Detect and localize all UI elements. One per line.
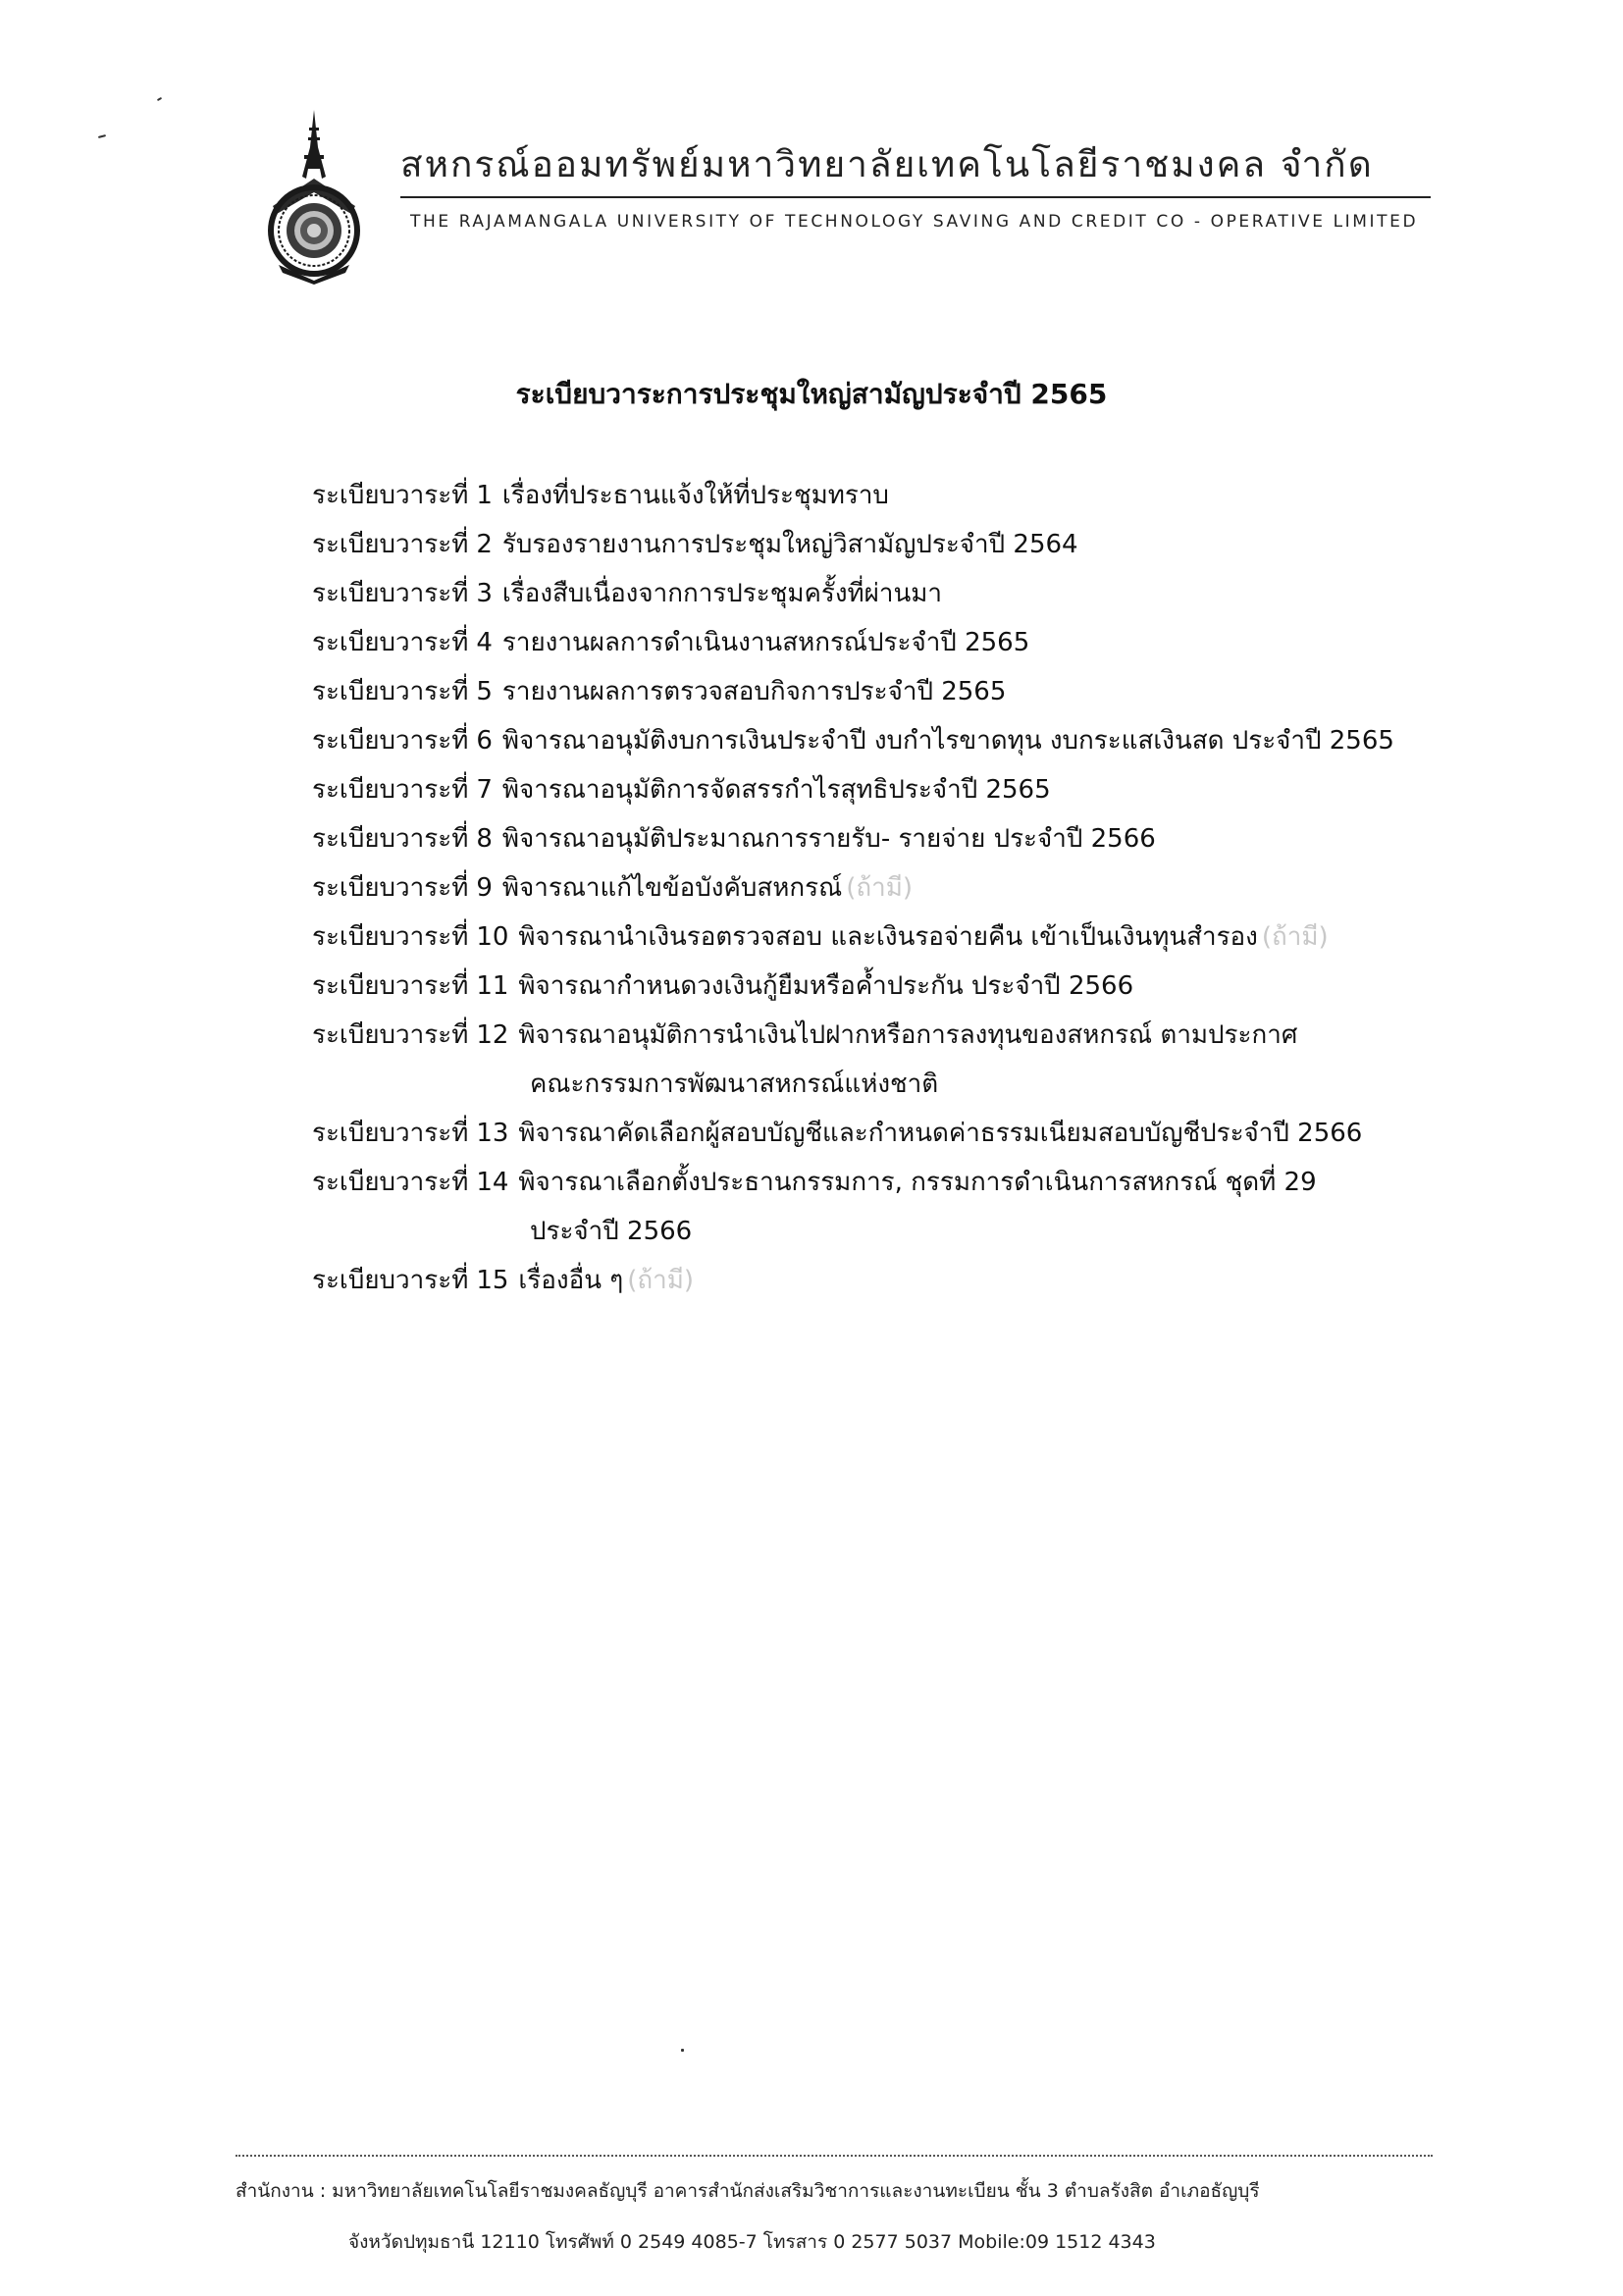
agenda-item [312,962,1394,1011]
agenda-item [312,471,1394,520]
document-title: ระเบียบวาระการประชุมใหญ่สามัญประจำปี 2565 [515,378,1108,410]
agenda-item [312,1109,1394,1158]
agenda-item-prefix: ระเบียบวาระที่ [312,922,469,952]
scan-speck [681,2049,684,2052]
agenda-item [312,1011,1394,1109]
agenda-item-text: พิจารณาแก้ไขข้อบังคับสหกรณ์ [501,873,843,903]
agenda-item-prefix: ระเบียบวาระที่ [312,726,469,756]
agenda-item-number: 2 [476,530,493,559]
scan-speck [98,134,106,138]
agenda-item-number: 15 [476,1266,509,1295]
agenda-item-prefix: ระเบียบวาระที่ [312,1119,469,1148]
agenda-item-text: พิจารณากำหนดวงเงินกู้ยืมหรือค้ำประกัน ประจำปี 2566 [518,971,1134,1001]
scan-speck [157,97,162,101]
agenda-item-text: พิจารณาเลือกตั้งประธานกรรมการ, กรรมการดำเนินการสหกรณ์ ชุดที่ 29 [518,1168,1317,1197]
agenda-item-text: พิจารณาอนุมัติงบการเงินประจำปี งบกำไรขาดทุน งบกระแสเงินสด ประจำปี 2565 [501,726,1394,756]
agenda-item-text: รายงานผลการดำเนินงานสหกรณ์ประจำปี 2565 [501,628,1030,657]
agenda-item-number: 9 [476,873,493,903]
agenda-item-text: เรื่องอื่น ๆ [518,1266,624,1295]
agenda-item-prefix: ระเบียบวาระที่ [312,579,469,608]
agenda-item-prefix: ระเบียบวาระที่ [312,1266,469,1295]
org-name-english: THE RAJAMANGALA UNIVERSITY OF TECHNOLOGY SAVING AND CREDIT CO - OPERATIVE LIMITED [410,212,1419,232]
agenda-item-prefix: ระเบียบวาระที่ [312,971,469,1001]
agenda-item-prefix: ระเบียบวาระที่ [312,775,469,805]
agenda-item-number: 1 [476,481,493,510]
agenda-item-prefix: ระเบียบวาระที่ [312,530,469,559]
agenda-item-prefix: ระเบียบวาระที่ [312,481,469,510]
agenda-item-continuation: ประจำปี 2566 [530,1217,693,1246]
agenda-item [312,863,1394,913]
agenda-item [312,1256,1394,1305]
agenda-item-text: รับรองรายงานการประชุมใหญ่วิสามัญประจำปี 2564 [501,530,1078,559]
agenda-item-note: (ถ้ามี) [846,873,913,903]
agenda-item-number: 5 [476,677,493,706]
agenda-list [312,471,1394,1305]
agenda-item [312,913,1394,962]
footer-address-line-2: จังหวัดปทุมธานี 12110 โทรศัพท์ 0 2549 4085-7 โทรสาร 0 2577 5037 Mobile:09 1512 4343 [348,2231,1156,2253]
agenda-item [312,520,1394,569]
agenda-item-number: 6 [476,726,493,756]
agenda-item-text: เรื่องสืบเนื่องจากการประชุมครั้งที่ผ่านมา [501,579,943,608]
agenda-item-number: 8 [476,824,493,854]
agenda-item [312,716,1394,765]
agenda-item-number: 14 [476,1168,509,1197]
agenda-item [312,667,1394,716]
agenda-item-note: (ถ้ามี) [627,1266,694,1295]
cooperative-seal-icon [265,108,363,285]
agenda-item-text: พิจารณาคัดเลือกผู้สอบบัญชีและกำหนดค่าธรรมเนียมสอบบัญชีประจำปี 2566 [518,1119,1363,1148]
agenda-item-note: (ถ้ามี) [1261,922,1329,952]
agenda-item-number: 10 [476,922,509,952]
agenda-item-text: พิจารณาอนุมัติการจัดสรรกำไรสุทธิประจำปี 2565 [501,775,1051,805]
agenda-item-prefix: ระเบียบวาระที่ [312,873,469,903]
agenda-item-number: 3 [476,579,493,608]
agenda-item-continuation: คณะกรรมการพัฒนาสหกรณ์แห่งชาติ [530,1070,939,1099]
agenda-item-number: 12 [476,1020,509,1050]
agenda-item-text: รายงานผลการตรวจสอบกิจการประจำปี 2565 [501,677,1007,706]
agenda-item-prefix: ระเบียบวาระที่ [312,628,469,657]
agenda-item [312,1158,1394,1256]
agenda-item-prefix: ระเบียบวาระที่ [312,1020,469,1050]
agenda-item-text: เรื่องที่ประธานแจ้งให้ที่ประชุมทราบ [501,481,889,510]
agenda-item-text: พิจารณาอนุมัติประมาณการรายรับ- รายจ่าย ประจำปี 2566 [501,824,1156,854]
agenda-item-prefix: ระเบียบวาระที่ [312,824,469,854]
agenda-item [312,618,1394,667]
agenda-item-number: 7 [476,775,493,805]
agenda-item [312,765,1394,814]
agenda-item-text: พิจารณาอนุมัติการนำเงินไปฝากหรือการลงทุนของสหกรณ์ ตามประกาศ [518,1020,1298,1050]
footer-divider [236,2155,1433,2157]
agenda-item-prefix: ระเบียบวาระที่ [312,1168,469,1197]
header-divider [400,196,1431,198]
agenda-item-prefix: ระเบียบวาระที่ [312,677,469,706]
footer-address-line-1: สำนักงาน : มหาวิทยาลัยเทคโนโลยีราชมงคลธัญบุรี อาคารสำนักส่งเสริมวิชาการและงานทะเบียน ชั้น 3 ตำบลรังสิต อำเภอธัญบุรี [236,2180,1260,2202]
agenda-item-number: 4 [476,628,493,657]
agenda-item-number: 11 [476,971,509,1001]
agenda-item-number: 13 [476,1119,509,1148]
org-name-thai: สหกรณ์ออมทรัพย์มหาวิทยาลัยเทคโนโลยีราชมงคล จำกัด [400,143,1374,185]
agenda-item [312,814,1394,863]
agenda-item [312,569,1394,618]
agenda-item-text: พิจารณานำเงินรอตรวจสอบ และเงินรอจ่ายคืน เข้าเป็นเงินทุนสำรอง [518,922,1258,952]
